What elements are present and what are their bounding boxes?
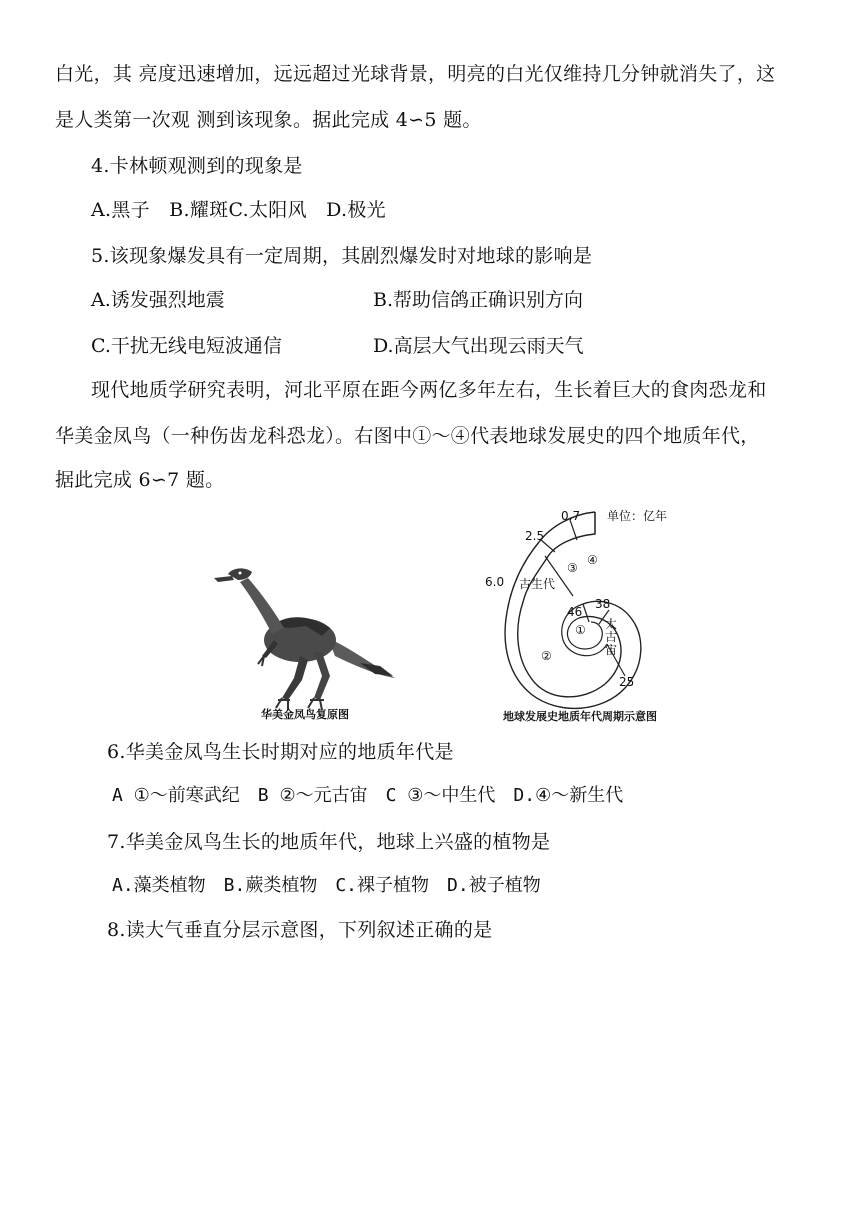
label-archean-2: 古 xyxy=(605,630,618,644)
question-6: 6.华美金凤鸟生长时期对应的地质年代是 xyxy=(107,741,454,763)
label-archean-3: 宙 xyxy=(605,643,618,657)
label-38: 38 xyxy=(595,597,611,611)
question-7-options: A.藻类植物 B.蕨类植物 C.裸子植物 D.被子植物 xyxy=(112,875,541,896)
passage-line-2: 华美金凤鸟（一种伤齿龙科恐龙）。右图中①～④代表地球发展史的四个地质年代， xyxy=(55,425,760,447)
label-6-0: 6.0 xyxy=(485,575,505,589)
dinosaur-figure xyxy=(210,548,400,726)
geologic-spiral-diagram xyxy=(475,506,685,728)
era-3-marker: ③ xyxy=(567,561,578,575)
label-paleozoic: 古生代 xyxy=(519,577,556,591)
passage-line-1: 现代地质学研究表明，河北平原在距今两亿多年左右，生长着巨大的食肉恐龙和 xyxy=(91,379,767,401)
era-2-marker: ② xyxy=(541,649,552,663)
label-2-5: 2.5 xyxy=(525,529,545,543)
paragraph-line-2: 是人类第一次观 测到该现象。据此完成 4∽5 题。 xyxy=(55,109,482,131)
geologic-spiral-figure xyxy=(475,506,685,728)
question-6-options: A ①～前寒武纪 B ②～元古宙 C ③～中生代 D.④～新生代 xyxy=(112,785,624,806)
question-5-option-a: A.诱发强烈地震 xyxy=(91,289,225,311)
dinosaur-caption: 华美金凤鸟复原图 xyxy=(261,708,349,721)
question-4-options: A.黑子 B.耀斑C.太阳风 D.极光 xyxy=(91,199,386,221)
era-4-marker: ④ xyxy=(587,553,598,567)
question-5-option-c: C.干扰无线电短波通信 xyxy=(91,335,282,357)
label-25: 25 xyxy=(619,675,635,689)
era-1-marker: ① xyxy=(575,623,586,637)
question-5: 5.该现象爆发具有一定周期，其剧烈爆发时对地球的影响是 xyxy=(91,245,593,267)
label-46: 46 xyxy=(567,605,583,619)
question-8: 8.读大气垂直分层示意图，下列叙述正确的是 xyxy=(107,919,493,941)
unit-label: 单位：亿年 xyxy=(607,509,668,523)
question-5-option-d: D.高层大气出现云雨天气 xyxy=(373,335,584,357)
question-7: 7.华美金凤鸟生长的地质年代，地球上兴盛的植物是 xyxy=(107,831,551,853)
label-archean-1: 太 xyxy=(605,617,618,631)
spiral-caption: 地球发展史地质年代周期示意图 xyxy=(503,710,657,723)
label-0-7: 0.7 xyxy=(561,509,581,523)
question-4: 4.卡林顿观测到的现象是 xyxy=(91,155,303,177)
paragraph-line-1: 白光，其 亮度迅速增加，远远超过光球背景，明亮的白光仅维持几分钟就消失了，这 xyxy=(55,63,776,85)
question-5-option-b: B.帮助信鸽正确识别方向 xyxy=(373,289,584,311)
dinosaur-illustration xyxy=(210,548,400,726)
passage-line-3: 据此完成 6∽7 题。 xyxy=(55,469,225,491)
